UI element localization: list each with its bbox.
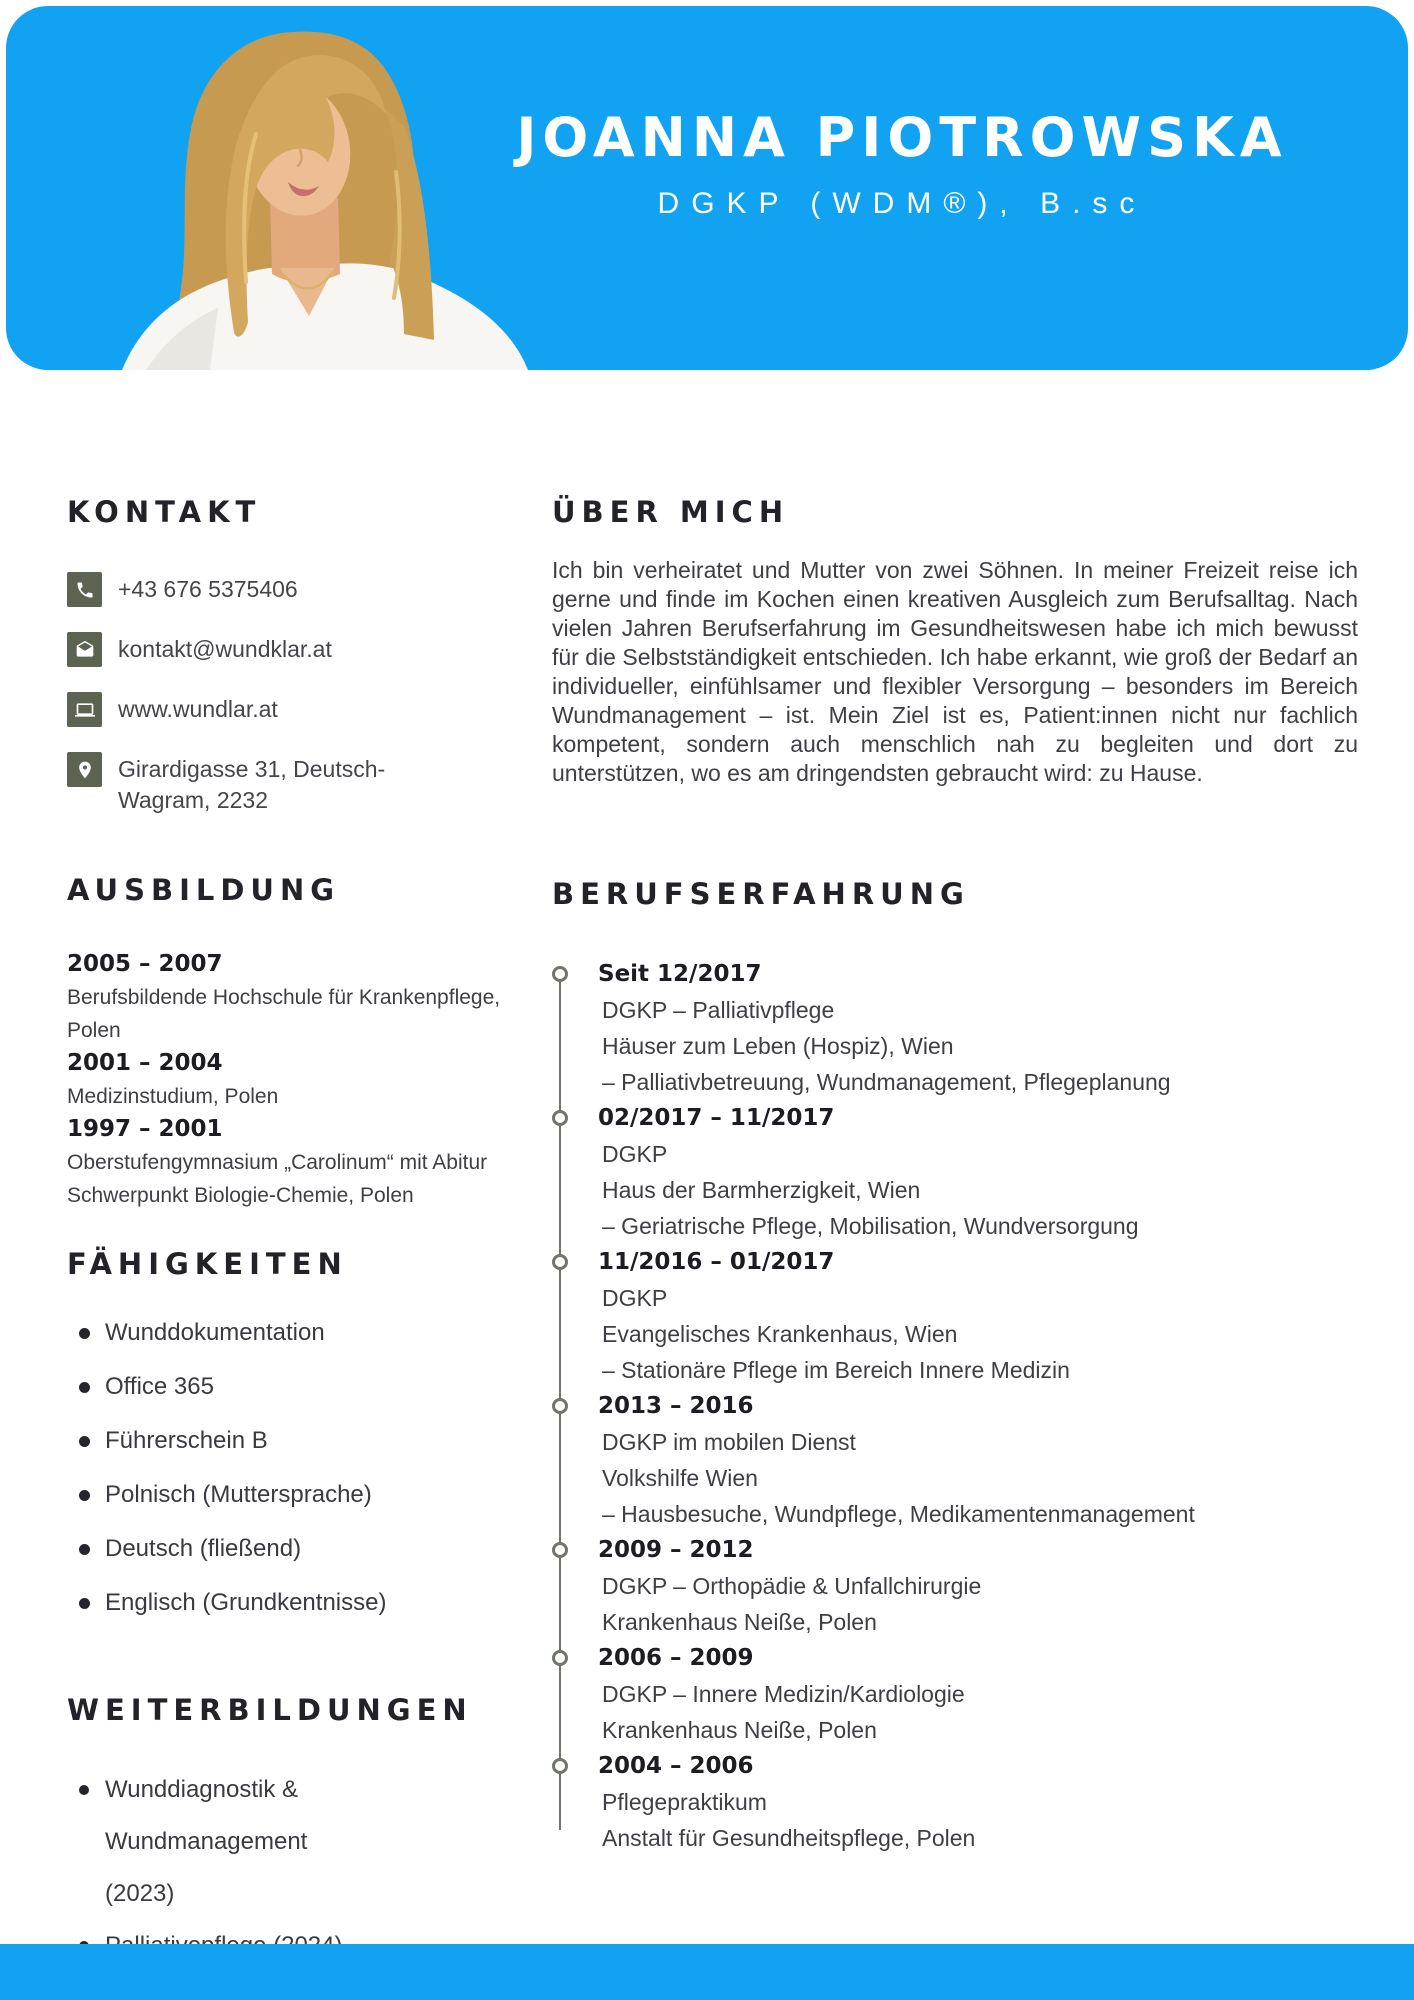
contact-text: Girardigasse 31, Deutsch-Wagram, 2232	[118, 756, 386, 813]
timeline-marker-icon	[552, 1398, 568, 1414]
experience-entry	[598, 1388, 1392, 1532]
skill-item: Englisch (Grundkentnisse)	[105, 1590, 547, 1616]
experience-detail-line: Anstalt für Gesundheitspflege, Polen	[602, 1825, 976, 1851]
experience-detail-line: DGKP	[602, 1141, 668, 1167]
trainings-section	[67, 1692, 473, 1972]
person-credentials: DGKP (WDM®), B.sc	[657, 187, 1147, 220]
experience-period: 2013 – 2016	[598, 1393, 754, 1419]
experience-detail-line: DGKP – Orthopädie & Unfallchirurgie	[602, 1573, 982, 1599]
experience-detail-line: Haus der Barmherzigkeit, Wien	[602, 1177, 921, 1203]
experience-details	[598, 1568, 1392, 1640]
experience-detail-line: DGKP – Palliativpflege	[602, 997, 835, 1023]
skill-item: Führerschein B	[105, 1428, 547, 1454]
experience-details	[598, 1676, 1392, 1748]
experience-detail-line: Evangelisches Krankenhaus, Wien	[602, 1321, 958, 1347]
contact-section	[67, 494, 542, 841]
experience-detail-line: Krankenhaus Neiße, Polen	[602, 1609, 877, 1635]
experience-period: Seit 12/2017	[598, 961, 762, 987]
experience-period: 2009 – 2012	[598, 1537, 754, 1563]
experience-detail-line: Pflegepraktikum	[602, 1789, 767, 1815]
skill-item: Polnisch (Muttersprache)	[105, 1482, 547, 1508]
experience-entry	[598, 1640, 1392, 1748]
experience-period: 11/2016 – 01/2017	[598, 1249, 835, 1275]
education-list	[67, 948, 547, 1212]
header-text-block	[436, 106, 1368, 222]
experience-details	[598, 1280, 1392, 1388]
trainings-heading: WEITERBILDUNGEN	[67, 1693, 473, 1727]
education-period: 2001 – 2004	[67, 1050, 223, 1076]
experience-period: 2004 – 2006	[598, 1753, 754, 1779]
skills-section	[67, 1246, 547, 1644]
contact-heading: KONTAKT	[67, 495, 262, 529]
experience-details	[598, 1136, 1392, 1244]
contact-item	[67, 752, 542, 816]
experience-detail-line: – Hausbesuche, Wundpflege, Medikamentenmanagement	[602, 1501, 1195, 1527]
experience-detail-line: DGKP	[602, 1285, 668, 1311]
experience-details	[598, 1424, 1392, 1532]
experience-entry	[598, 1748, 1392, 1856]
timeline-marker-icon	[552, 1254, 568, 1270]
skill-item: Wunddokumentation	[105, 1320, 547, 1346]
training-item: Wunddiagnostik & Wundmanagement (2023)	[105, 1764, 367, 1920]
about-section	[552, 494, 1358, 788]
experience-detail-line: – Palliativbetreuung, Wundmanagement, Pflegeplanung	[602, 1069, 1171, 1095]
about-heading: ÜBER MICH	[552, 495, 790, 529]
phone-icon	[67, 572, 102, 607]
timeline-marker-icon	[552, 1542, 568, 1558]
skill-item: Deutsch (fließend)	[105, 1536, 547, 1562]
timeline-marker-icon	[552, 1650, 568, 1666]
skill-item: Office 365	[105, 1374, 547, 1400]
contact-text: kontakt@wundklar.at	[118, 636, 332, 662]
experience-entry	[598, 1244, 1392, 1388]
timeline-marker-icon	[552, 1758, 568, 1774]
contact-text: www.wundlar.at	[118, 696, 278, 722]
education-description: Medizinstudium, Polen	[67, 1085, 279, 1108]
experience-detail-line: Volkshilfe Wien	[602, 1465, 758, 1491]
education-heading: AUSBILDUNG	[67, 873, 341, 907]
experience-detail-line: DGKP – Innere Medizin/Kardiologie	[602, 1681, 965, 1707]
skills-heading: FÄHIGKEITEN	[67, 1247, 348, 1281]
experience-entry	[598, 1532, 1392, 1640]
education-item	[67, 948, 547, 1047]
footer-bar	[0, 1944, 1414, 2000]
education-item	[67, 1113, 547, 1212]
contact-item	[67, 572, 542, 607]
contact-text: +43 676 5375406	[118, 576, 298, 602]
trainings-list	[67, 1764, 367, 1972]
experience-section	[552, 876, 1392, 1856]
timeline-marker-icon	[552, 966, 568, 982]
education-section	[67, 872, 547, 1212]
website-icon	[67, 692, 102, 727]
experience-entry	[598, 956, 1392, 1100]
person-name: JOANNA PIOTROWSKA	[516, 106, 1288, 169]
skills-list	[67, 1320, 547, 1616]
experience-details	[598, 992, 1392, 1100]
location-icon	[67, 752, 102, 787]
experience-detail-line: Krankenhaus Neiße, Polen	[602, 1717, 877, 1743]
contact-list	[67, 572, 542, 816]
experience-timeline	[552, 956, 1392, 1856]
experience-details	[598, 1784, 1392, 1856]
email-icon	[67, 632, 102, 667]
contact-item	[67, 692, 542, 727]
experience-detail-line: – Geriatrische Pflege, Mobilisation, Wundversorgung	[602, 1213, 1139, 1239]
experience-heading: BERUFSERFAHRUNG	[552, 877, 970, 911]
experience-detail-line: – Stationäre Pflege im Bereich Innere Medizin	[602, 1357, 1070, 1383]
experience-detail-line: Häuser zum Leben (Hospiz), Wien	[602, 1033, 954, 1059]
education-item	[67, 1047, 547, 1113]
contact-item	[67, 632, 542, 667]
education-description: Oberstufengymnasium „Carolinum“ mit Abitur Schwerpunkt Biologie-Chemie, Polen	[67, 1151, 488, 1207]
education-period: 2005 – 2007	[67, 951, 223, 977]
experience-period: 02/2017 – 11/2017	[598, 1105, 835, 1131]
experience-period: 2006 – 2009	[598, 1645, 754, 1671]
about-text: Ich bin verheiratet und Mutter von zwei Söhnen. In meiner Freizeit reise ich gerne und finde im Kochen einen kreativen Ausgleich zum Berufsalltag. Nach vielen Jahren Berufserfahrung im Gesundheitswesen habe ich mich bewusst für die Selbstständigkeit entschieden. Ich habe erkannt, wie groß der Bedarf an individueller, einfühlsamer und flexibler Versorgung – besonders im Bereich Wundmanagement – ist. Mein Ziel ist es, Patient:innen nicht nur fachlich kompetent, sondern auch menschlich nah zu begleiten und dort zu unterstützen, wo es am dringendsten gebraucht wird: zu Hause.	[552, 557, 1358, 786]
timeline-marker-icon	[552, 1110, 568, 1126]
header-banner	[6, 6, 1408, 370]
experience-detail-line: DGKP im mobilen Dienst	[602, 1429, 856, 1455]
education-period: 1997 – 2001	[67, 1116, 223, 1142]
education-description: Berufsbildende Hochschule für Krankenpflege, Polen	[67, 986, 501, 1042]
experience-entry	[598, 1100, 1392, 1244]
